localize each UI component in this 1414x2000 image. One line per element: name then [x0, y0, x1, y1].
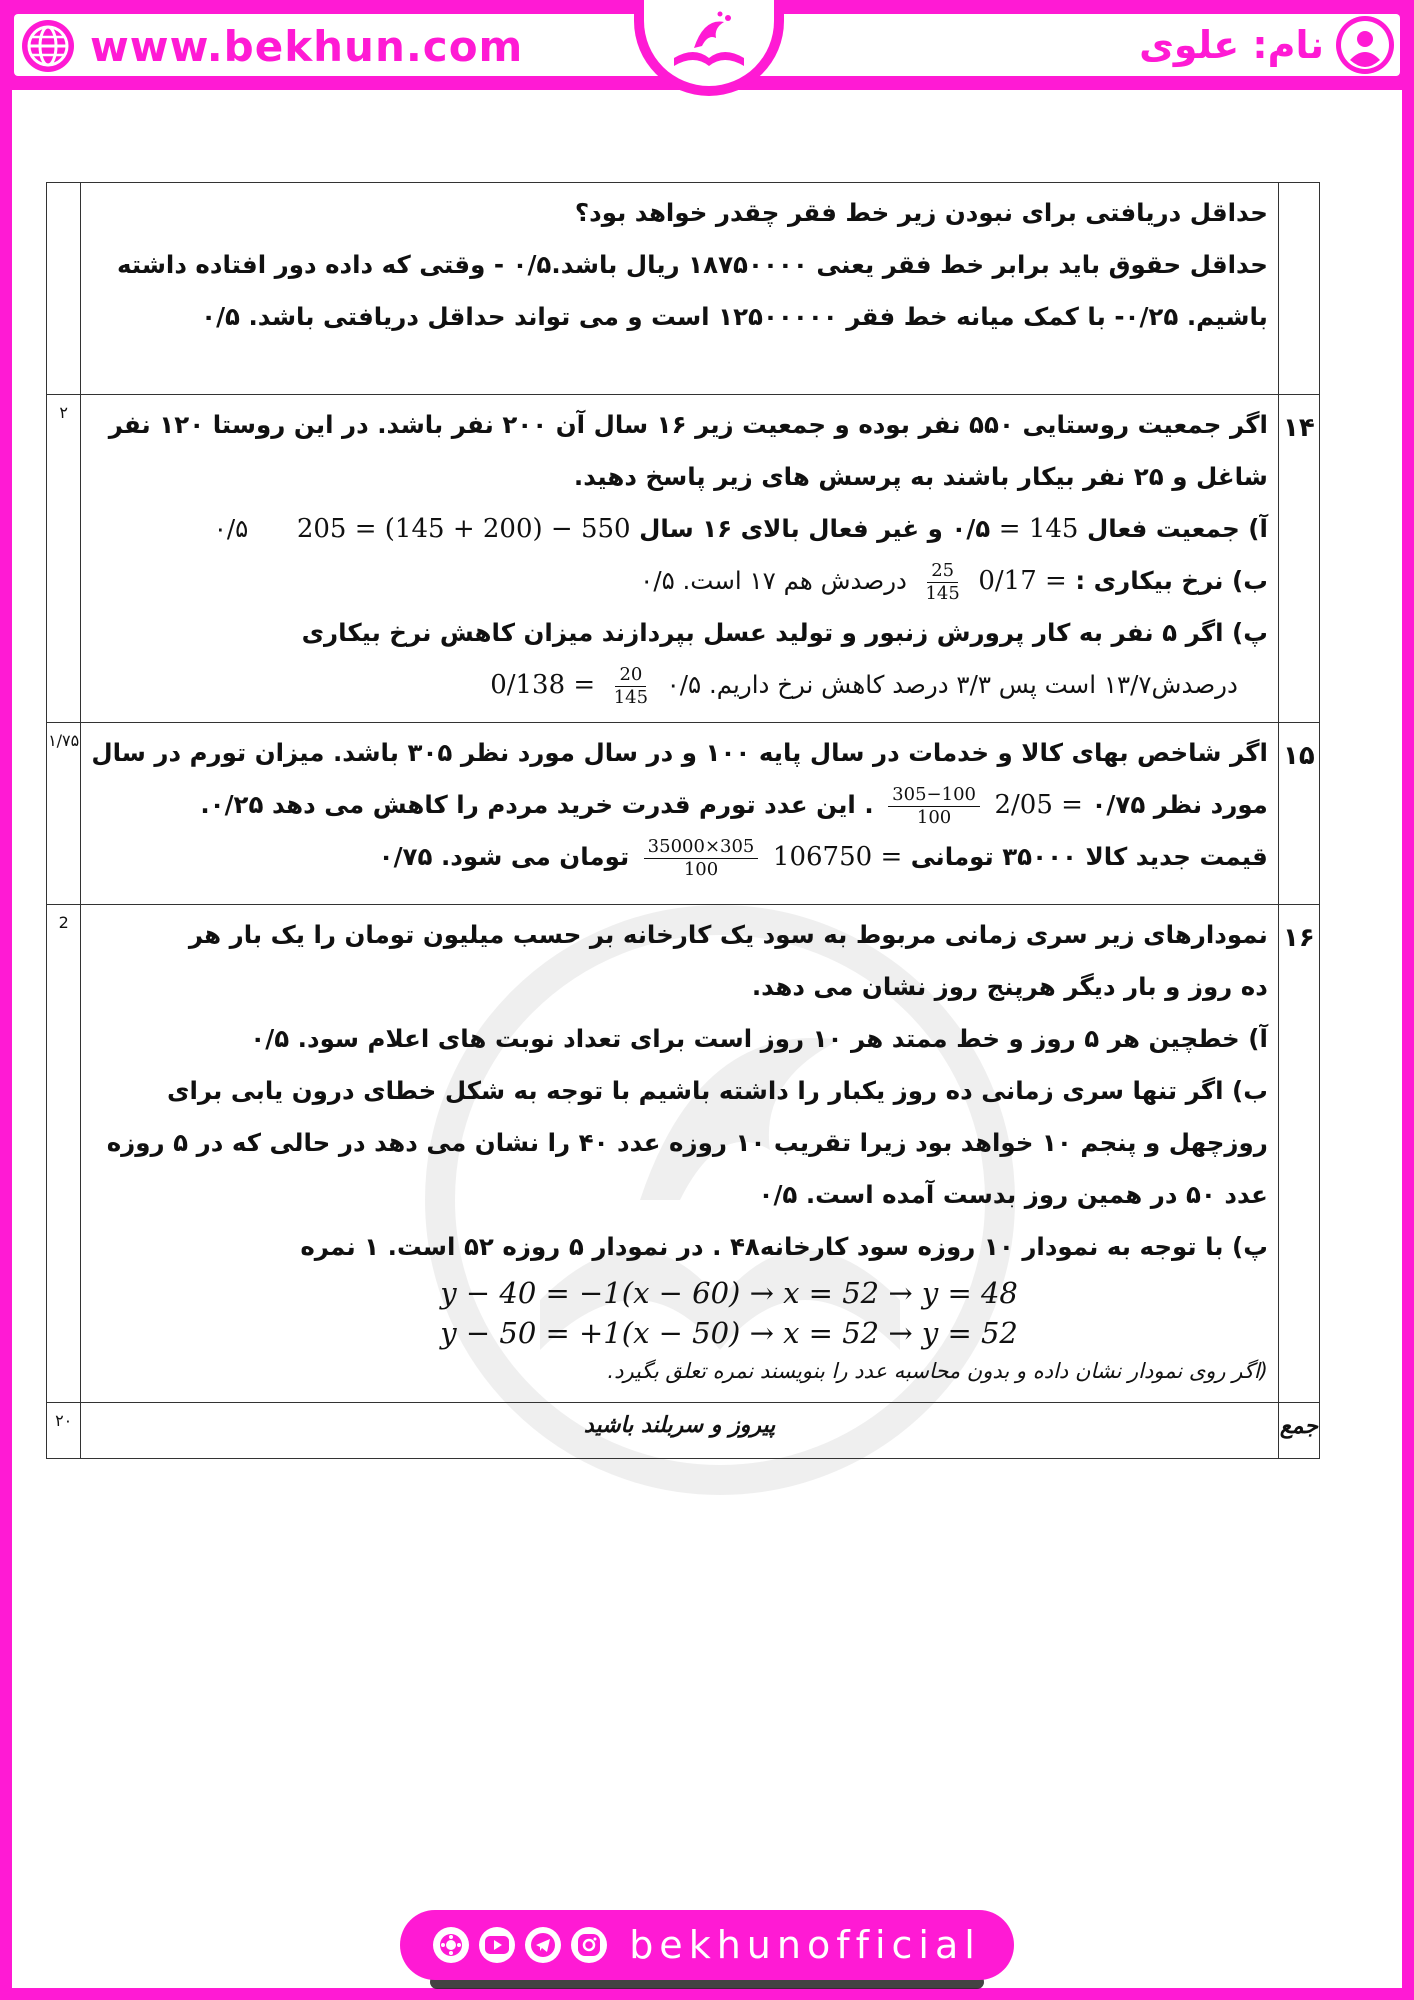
answer-p-result: [91, 659, 1268, 711]
book-logo-icon: [664, 8, 754, 78]
grading-note: (اگر روی نمودار نشان داده و بدون محاسبه عدد را بنویسند نمره تعلق بگیرد.: [607, 1359, 1268, 1383]
fraction: [644, 836, 759, 881]
answer-p: پ) اگر ۵ نفر به کار پرورش زنبور و تولید عسل بپردازند میزان کاهش نرخ بیکاری: [301, 618, 1268, 647]
answer-a-math1: = 145: [998, 514, 1079, 544]
question-body: [81, 905, 1279, 1403]
text-line: نمودارهای زیر سری زمانی مربوط به سود یک کارخانه بر حسب میلیون تومان را یک بار هر: [188, 920, 1268, 949]
answer-b-math: 0/17 =: [978, 566, 1067, 596]
instagram-icon[interactable]: [571, 1927, 607, 1963]
inflation-tail: . این عدد تورم قدرت خرید مردم را کاهش می دهد ۰/۲۵.: [200, 790, 874, 819]
price-math: 106750 =: [772, 842, 903, 872]
question-body: [81, 183, 1279, 395]
telegram-icon[interactable]: [525, 1927, 561, 1963]
student-name-box: [1139, 14, 1396, 76]
question-score: 2: [47, 905, 81, 1403]
globe-icon: [20, 18, 76, 74]
question-body: [81, 723, 1279, 905]
castbox-icon[interactable]: [433, 1927, 469, 1963]
youtube-icon[interactable]: [479, 1927, 515, 1963]
question-number: [1278, 183, 1319, 395]
fraction-denominator: 145: [925, 582, 960, 604]
social-footer: [400, 1910, 1014, 1980]
fraction-numerator: 20: [615, 664, 646, 687]
table-row: [47, 183, 1320, 395]
question-score: ۲: [47, 395, 81, 723]
fraction: [610, 664, 652, 709]
site-url[interactable]: www.bekhun.com: [90, 21, 524, 71]
fraction-denominator: 145: [613, 686, 649, 708]
answer-a-math2: 205 = (145 + 200) − 550: [296, 514, 631, 544]
price-tail: تومان می شود. ۰/۷۵: [378, 842, 630, 871]
price-label: قیمت جدید کالا ۳۵۰۰۰ تومانی: [910, 842, 1268, 871]
fraction-numerator: 305−100: [888, 784, 980, 807]
student-name: نام: علوی: [1139, 23, 1324, 67]
fraction-numerator: 305×35000: [644, 836, 759, 859]
social-handle[interactable]: bekhunofficial: [629, 1923, 981, 1967]
answer-b: [91, 555, 1268, 607]
total-label: جمع: [1278, 1403, 1319, 1459]
answer-p-math: 0/138 =: [490, 670, 596, 700]
text-line: پ) با توجه به نمودار ۱۰ روزه سود کارخانه۴۸ . در نمودار ۵ روزه ۵۲ است. ۱ نمره: [300, 1232, 1268, 1261]
question-score: [47, 183, 81, 395]
answer-a-score: ۰/۵: [213, 514, 249, 543]
answer-b-label: ب) نرخ بیکاری :: [1075, 566, 1268, 595]
text-line: آ) خطچین هر ۵ روز و خط ممتد هر ۱۰ روز است برای تعداد نوبت های اعلام سود. ۰/۵: [250, 1024, 1268, 1053]
text-line: باشیم. ۰/۲۵- با کمک میانه خط فقر ۱۲۵۰۰۰۰۰ است و می تواند حداقل دریافتی باشد. ۰/۵: [201, 302, 1268, 331]
text-line: روزچهل و پنجم ۱۰ خواهد بود زیرا تقریب ۱۰ روزه عدد ۴۰ را نشان می دهد در حالی که در ۵ روزه: [106, 1128, 1268, 1157]
table-row: [47, 723, 1320, 905]
text-line: حداقل حقوق باید برابر خط فقر یعنی ۱۸۷۵۰۰۰۰ ریال باشد.۰/۵ - وقتی که داده دور افتاده داشته: [116, 250, 1268, 279]
text-line: اگر شاخص بهای کالا و خدمات در سال پایه ۱۰۰ و در سال مورد نظر ۳۰۵ باشد. میزان تورم در سال: [91, 738, 1268, 767]
answer-p-tail: درصدش۱۳/۷ است پس ۳/۳ درصد کاهش نرخ داریم. ۰/۵: [666, 670, 1238, 699]
inflation-label: مورد نظر ۰/۷۵: [1091, 790, 1268, 819]
question-number: ۱۶: [1278, 905, 1319, 1403]
text-line: [91, 831, 1268, 883]
fraction-denominator: 100: [683, 858, 719, 880]
question-number: ۱۵: [1278, 723, 1319, 905]
answer-a-label: آ) جمعیت فعال: [1087, 514, 1268, 543]
inflation-math: 2/05 =: [994, 790, 1083, 820]
text-line: ب) اگر تنها سری زمانی ده روز یکبار را داشته باشیم با توجه به شکل خطای درون یابی برای: [167, 1076, 1268, 1105]
table-row: [47, 395, 1320, 723]
text-line: شاغل و ۲۵ نفر بیکار باشند به پرسش های زیر پاسخ دهید.: [573, 462, 1268, 491]
text-line: اگر جمعیت روستایی ۵۵۰ نفر بوده و جمعیت زیر ۱۶ سال آن ۲۰۰ نفر باشد. در این روستا ۱۲۰ نفر: [108, 410, 1268, 439]
question-score: ۱/۷۵: [47, 723, 81, 905]
text-line: حداقل دریافتی برای نبودن زیر خط فقر چقدر خواهد بود؟: [574, 198, 1268, 227]
fraction: [888, 784, 980, 829]
question-number: ۱۴: [1278, 395, 1319, 723]
brand-logo: [644, 0, 774, 86]
text-line: عدد ۵۰ در همین روز بدست آمده است. ۰/۵: [758, 1180, 1268, 1209]
text-line: ده روز و بار دیگر هرپنج روز نشان می دهد.: [751, 972, 1268, 1001]
table-row: [47, 905, 1320, 1403]
fraction-numerator: 25: [927, 560, 958, 583]
answer-b-tail: درصدش هم ۱۷ است. ۰/۵: [640, 566, 907, 595]
table-row: [47, 1403, 1320, 1459]
total-score: ۲۰: [47, 1403, 81, 1459]
question-body: [81, 395, 1279, 723]
user-icon: [1334, 14, 1396, 76]
equation-line: y − 50 = +1(x − 50) → x = 52 → y = 52: [440, 1316, 1018, 1350]
fraction-denominator: 100: [916, 806, 952, 828]
equation-line: y − 40 = −1(x − 60) → x = 52 → y = 48: [440, 1276, 1018, 1310]
answer-table: [46, 182, 1320, 1459]
text-line: [91, 779, 1268, 831]
site-link[interactable]: [20, 18, 523, 74]
answer-a-mid: ۰/۵ و غیر فعال بالای ۱۶ سال: [639, 514, 991, 543]
closing-message: پیروز و سربلند باشید: [81, 1403, 1279, 1459]
fraction: [921, 560, 963, 605]
answer-a: [91, 503, 1268, 555]
